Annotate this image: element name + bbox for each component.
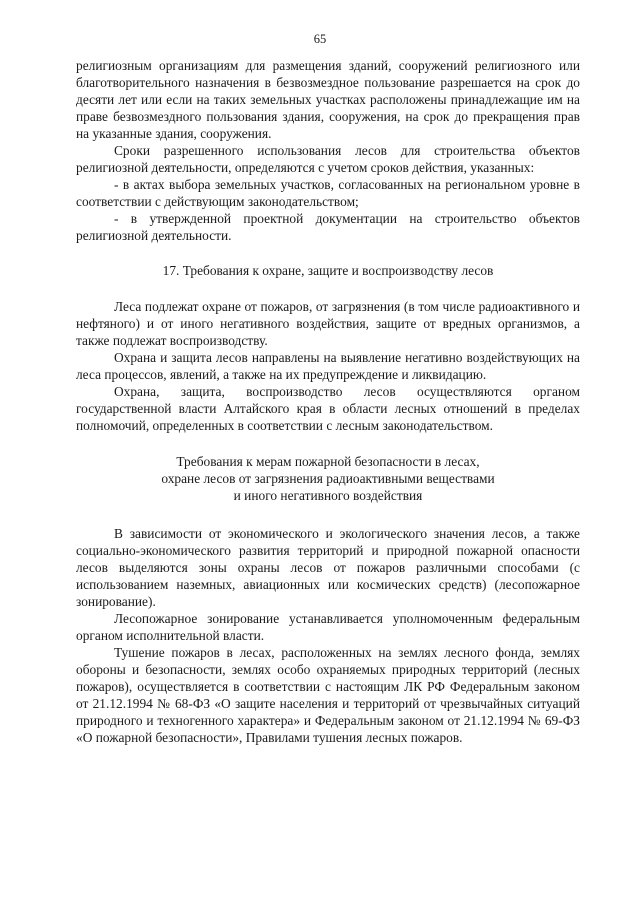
paragraph-zoning-authority: Лесопожарное зонирование устанавливается уполномоченным федеральным органом исполнительной власти. (76, 611, 580, 643)
document-body (76, 57, 580, 746)
paragraph-protection-aims: Охрана и защита лесов направлены на выявление негативно воздействующих на леса процессов, явлений, а также на их предупреждение и ликвидацию. (76, 350, 580, 382)
paragraph-fire-zoning: В зависимости от экономического и экологического значения лесов, а также социально-экономического развития территорий и природной пожарной опасности лесов выделяются зоны охраны лесов от пожаров различными способами (с использованием наземных, авиационных или космических средств) (лесопожарное зонирование). (76, 526, 580, 609)
heading-line: Требования к мерам пожарной безопасности в лесах, (176, 454, 480, 469)
paragraph-usage-terms: Сроки разрешенного использования лесов для строительства объектов религиозной деятельности, определяются с учетом сроков действия, указанных: (76, 143, 580, 175)
heading-line: и иного негативного воздействия (233, 488, 423, 503)
section-heading-fire-safety (76, 453, 580, 504)
paragraph-religious-organizations: религиозным организациям для размещения зданий, сооружений религиозного или благотворительного назначения в безвозмездное пользование разрешается на срок до десяти лет или если на таких земельных участках расположены принадлежащие им на праве безвозмездного пользования здания, сооружения, на срок до прекращения прав на указанные здания, сооружения. (76, 58, 580, 141)
list-item-project-documentation: - в утвержденной проектной документации на строительство объектов религиозной деятельности. (76, 211, 580, 243)
page-number: 65 (313, 32, 327, 46)
paragraph-responsible-authority: Охрана, защита, воспроизводство лесов осуществляются органом государственной власти Алтайского края в области лесных отношений в пределах полномочий, определенных в соответствии с лесным законодательством. (76, 384, 580, 433)
list-item-land-selection-acts: - в актах выбора земельных участков, согласованных на региональном уровне в соответствии с действующим законодательством; (76, 177, 580, 209)
paragraph-firefighting-law: Тушение пожаров в лесах, расположенных на землях лесного фонда, землях обороны и безопасности, землях особо охраняемых природных территорий (лесных пожаров), осуществляется в соответствии с настоящим ЛК РФ Федеральным законом от 21.12.1994 № 68-ФЗ «О защите населения и территорий от чрезвычайных ситуаций природного и техногенного характера» и Федеральным законом от 21.12.1994 № 69-ФЗ «О пожарной безопасности», Правилами тушения лесных пожаров. (76, 645, 580, 745)
heading-line: охране лесов от загрязнения радиоактивными веществами (161, 471, 495, 486)
section-heading-17: 17. Требования к охране, защите и воспроизводству лесов (162, 263, 494, 278)
paragraph-forest-protection: Леса подлежат охране от пожаров, от загрязнения (в том числе радиоактивного и нефтяного) и от иного негативного воздействия, защите от вредных организмов, а также подлежат воспроизводству. (76, 299, 580, 348)
